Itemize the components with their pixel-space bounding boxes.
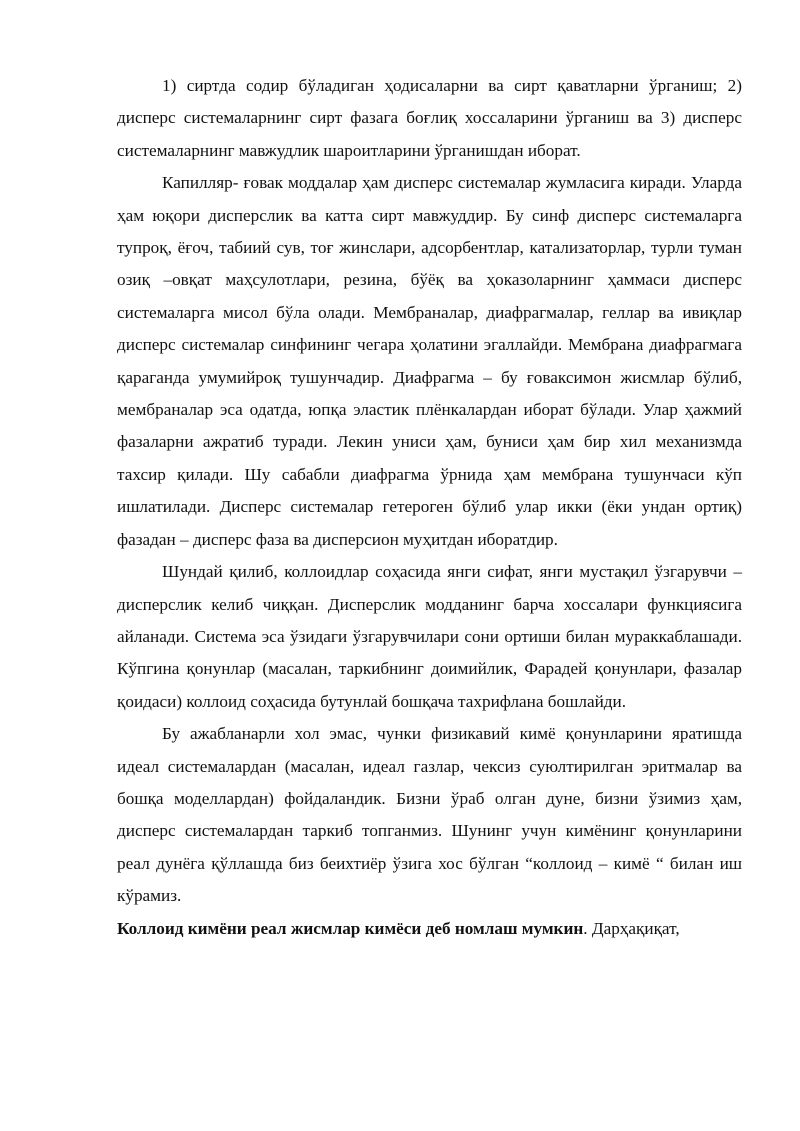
document-body bbox=[117, 70, 742, 945]
paragraph-4: Бу ажабланарли хол эмас, чунки физикавий кимё қонунларини яратишда идеал системалардан (масалан, идеал газлар, чексиз суюлтирилган эритмалар ва бошқа моделлардан) фойдаландик. Бизни ўраб олган дуне, бизни ўзимиз ҳам, дисперс системалардан таркиб топганмиз. Шунинг учун кимёнинг қонунларини реал дунёга қўллашда биз беихтиёр ўзига хос бўлган “коллоид – кимё “ билан иш кўрамиз. bbox=[117, 724, 742, 906]
paragraph-5-rest: . Дарҳақиқат, bbox=[583, 918, 680, 938]
paragraph-2: Капилляр- ғовак моддалар ҳам дисперс системалар жумласига киради. Уларда ҳам юқори дисперслик ва катта сирт мавжуддир. Бу синф дисперс системаларга тупроқ, ёғоч, табиий сув, тоғ жинслари, адсорбентлар, катализаторлар, турли туман озиқ –овқат маҳсулотлари, резина, бўёқ ва ҳоказоларнинг ҳаммаси дисперс системаларга мисол бўла олади. Мембраналар, диафрагмалар, геллар ва ивиқлар дисперс системалар синфининг чегара ҳолатини эгаллайди. Мембрана диафрагмага қараганда умумийроқ тушунчадир. Диафрагма – бу ғоваксимон жисмлар бўлиб, мембраналар эса одатда, юпқа эластик плёнкалардан иборат бўлади. Улар ҳажмий фазаларни ажратиб туради. Лекин униси ҳам, буниси ҳам бир хил механизмда тахсир қилади. Шу сабабли диафрагма ўрнида ҳам мембрана тушунчаси кўп ишлатилади. Дисперс системалар гетероген бўлиб улар икки (ёки ундан ортиқ) фазадан – дисперс фаза ва дисперсион муҳитдан иборатдир. bbox=[117, 173, 742, 549]
paragraph-1: 1) сиртда содир бўладиган ҳодисаларни ва сирт қаватларни ўрганиш; 2) дисперс системаларнинг сирт фазага боғлиқ хоссаларини ўрганиш ва 3) дисперс системаларнинг мавжудлик шароитларини ўрганишдан иборат. bbox=[117, 76, 742, 160]
bold-statement: Коллоид кимёни реал жисмлар кимёси деб номлаш мумкин bbox=[117, 918, 584, 938]
paragraph-3: Шундай қилиб, коллоидлар соҳасида янги сифат, янги мустақил ўзгарувчи – дисперслик келиб чиққан. Дисперслик модданинг барча хоссалари функциясига айланади. Система эса ўзидаги ўзгарувчилари сони ортиши билан мураккаблашади. Кўпгина қонунлар (масалан, таркибнинг доимийлик, Фарадей қонунлари, фазалар қоидаси) коллоид соҳасида бутунлай бошқача тахрифлана бошлайди. bbox=[117, 562, 742, 711]
paragraph-5 bbox=[117, 913, 742, 945]
